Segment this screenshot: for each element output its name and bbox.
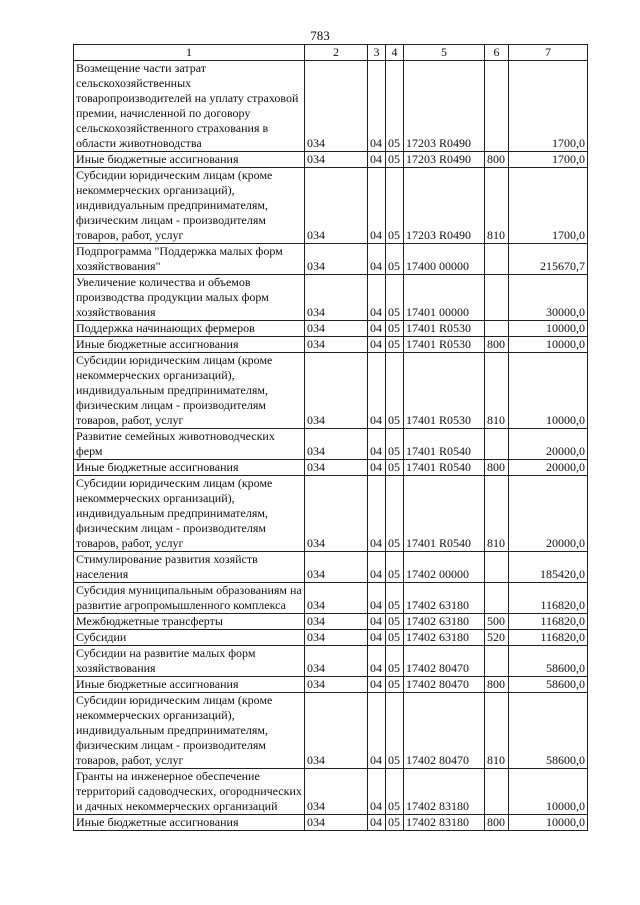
target-article-code: 17400 00000 [404,244,485,275]
section-code: 04 [368,337,386,353]
amount-value: 58600,0 [509,646,588,677]
section-code: 04 [368,583,386,614]
target-article-code: 17401 00000 [404,275,485,321]
ministry-code: 034 [305,460,368,476]
expense-type-code [485,321,509,337]
subsection-code: 05 [386,646,404,677]
section-code: 04 [368,552,386,583]
amount-value: 20000,0 [509,460,588,476]
row-name: Иные бюджетные ассигнования [74,815,305,831]
ministry-code: 034 [305,583,368,614]
table-row [74,61,588,152]
column-header: 1 [74,45,305,61]
table-row [74,476,588,552]
ministry-code: 034 [305,353,368,429]
subsection-code: 05 [386,677,404,693]
subsection-code: 05 [386,353,404,429]
ministry-code: 034 [305,614,368,630]
expense-type-code: 800 [485,337,509,353]
amount-value: 185420,0 [509,552,588,583]
subsection-code: 05 [386,614,404,630]
target-article-code: 17203 R0490 [404,152,485,168]
section-code: 04 [368,353,386,429]
subsection-code: 05 [386,275,404,321]
amount-value: 10000,0 [509,321,588,337]
ministry-code: 034 [305,646,368,677]
row-name: Межбюджетные трансферты [74,614,305,630]
row-name: Поддержка начинающих фермеров [74,321,305,337]
subsection-code: 05 [386,244,404,275]
expense-type-code [485,552,509,583]
section-code: 04 [368,614,386,630]
amount-value: 30000,0 [509,275,588,321]
table-row [74,244,588,275]
subsection-code: 05 [386,476,404,552]
target-article-code: 17203 R0490 [404,61,485,152]
table-row [74,337,588,353]
ministry-code: 034 [305,337,368,353]
row-name: Субсидии на развитие малых форм хозяйствования [74,646,305,677]
expense-type-code: 810 [485,353,509,429]
target-article-code: 17402 00000 [404,552,485,583]
section-code: 04 [368,321,386,337]
section-code: 04 [368,61,386,152]
table-row [74,630,588,646]
target-article-code: 17402 80470 [404,646,485,677]
expense-type-code [485,429,509,460]
column-header: 2 [305,45,368,61]
subsection-code: 05 [386,168,404,244]
expense-type-code [485,61,509,152]
amount-value: 116820,0 [509,630,588,646]
amount-value: 1700,0 [509,168,588,244]
amount-value: 10000,0 [509,337,588,353]
table-row [74,769,588,815]
amount-value: 10000,0 [509,815,588,831]
expense-type-code: 520 [485,630,509,646]
ministry-code: 034 [305,61,368,152]
expense-type-code: 810 [485,476,509,552]
table-row [74,353,588,429]
budget-table [73,44,588,831]
ministry-code: 034 [305,244,368,275]
subsection-code: 05 [386,321,404,337]
target-article-code: 17402 83180 [404,769,485,815]
target-article-code: 17402 63180 [404,614,485,630]
row-name: Подпрограмма "Поддержка малых форм хозяйствования" [74,244,305,275]
target-article-code: 17402 63180 [404,630,485,646]
row-name: Стимулирование развития хозяйств населения [74,552,305,583]
column-header: 3 [368,45,386,61]
target-article-code: 17402 63180 [404,583,485,614]
subsection-code: 05 [386,815,404,831]
row-name: Иные бюджетные ассигнования [74,460,305,476]
column-header: 6 [485,45,509,61]
row-name: Субсидии [74,630,305,646]
section-code: 04 [368,275,386,321]
ministry-code: 034 [305,168,368,244]
target-article-code: 17401 R0540 [404,476,485,552]
ministry-code: 034 [305,769,368,815]
table-row [74,693,588,769]
expense-type-code: 800 [485,815,509,831]
section-code: 04 [368,630,386,646]
section-code: 04 [368,693,386,769]
ministry-code: 034 [305,693,368,769]
expense-type-code [485,583,509,614]
section-code: 04 [368,460,386,476]
table-row [74,552,588,583]
target-article-code: 17401 R0540 [404,460,485,476]
row-name: Развитие семейных животноводческих ферм [74,429,305,460]
row-name: Субсидии юридическим лицам (кроме некоммерческих организаций), индивидуальным предпринимателям, физическим лицам - производителям товаров, работ, услуг [74,353,305,429]
subsection-code: 05 [386,61,404,152]
row-name: Увеличение количества и объемов производства продукции малых форм хозяйствования [74,275,305,321]
target-article-code: 17401 R0540 [404,429,485,460]
table-row [74,646,588,677]
column-header: 4 [386,45,404,61]
budget-rows [74,61,588,831]
target-article-code: 17402 80470 [404,677,485,693]
amount-value: 116820,0 [509,583,588,614]
subsection-code: 05 [386,460,404,476]
amount-value: 20000,0 [509,429,588,460]
row-name: Субсидии юридическим лицам (кроме некоммерческих организаций), индивидуальным предпринимателям, физическим лицам - производителям товаров, работ, услуг [74,693,305,769]
table-row [74,429,588,460]
section-code: 04 [368,244,386,275]
ministry-code: 034 [305,677,368,693]
amount-value: 20000,0 [509,476,588,552]
ministry-code: 034 [305,429,368,460]
target-article-code: 17401 R0530 [404,321,485,337]
section-code: 04 [368,769,386,815]
header-row [74,45,588,61]
ministry-code: 034 [305,630,368,646]
ministry-code: 034 [305,815,368,831]
subsection-code: 05 [386,630,404,646]
row-name: Возмещение части затрат сельскохозяйственных товаропроизводителей на уплату страховой премии, начисленной по договору сельскохозяйственного страхования в области животноводства [74,61,305,152]
section-code: 04 [368,646,386,677]
amount-value: 10000,0 [509,769,588,815]
subsection-code: 05 [386,769,404,815]
amount-value: 1700,0 [509,61,588,152]
amount-value: 58600,0 [509,677,588,693]
subsection-code: 05 [386,429,404,460]
expense-type-code: 810 [485,693,509,769]
section-code: 04 [368,168,386,244]
target-article-code: 17203 R0490 [404,168,485,244]
expense-type-code [485,244,509,275]
ministry-code: 034 [305,552,368,583]
table-row [74,460,588,476]
row-name: Иные бюджетные ассигнования [74,152,305,168]
target-article-code: 17402 83180 [404,815,485,831]
table-row [74,583,588,614]
row-name: Гранты на инженерное обеспечение территорий садоводческих, огороднических и дачных некоммерческих организаций [74,769,305,815]
subsection-code: 05 [386,552,404,583]
target-article-code: 17401 R0530 [404,337,485,353]
amount-value: 215670,7 [509,244,588,275]
section-code: 04 [368,476,386,552]
ministry-code: 034 [305,321,368,337]
target-article-code: 17402 80470 [404,693,485,769]
subsection-code: 05 [386,693,404,769]
ministry-code: 034 [305,275,368,321]
expense-type-code [485,646,509,677]
expense-type-code: 810 [485,168,509,244]
subsection-code: 05 [386,152,404,168]
amount-value: 116820,0 [509,614,588,630]
page-number: 783 [310,28,330,43]
expense-type-code: 800 [485,152,509,168]
amount-value: 10000,0 [509,353,588,429]
column-header: 7 [509,45,588,61]
table-row [74,275,588,321]
expense-type-code: 800 [485,677,509,693]
table-row [74,152,588,168]
subsection-code: 05 [386,337,404,353]
section-code: 04 [368,429,386,460]
expense-type-code [485,769,509,815]
expense-type-code: 800 [485,460,509,476]
table-row [74,321,588,337]
table-row [74,815,588,831]
table-row [74,677,588,693]
row-name: Иные бюджетные ассигнования [74,337,305,353]
target-article-code: 17401 R0530 [404,353,485,429]
table-row [74,168,588,244]
column-header: 5 [404,45,485,61]
amount-value: 1700,0 [509,152,588,168]
row-name: Субсидии юридическим лицам (кроме некоммерческих организаций), индивидуальным предпринимателям, физическим лицам - производителям товаров, работ, услуг [74,168,305,244]
subsection-code: 05 [386,583,404,614]
row-name: Иные бюджетные ассигнования [74,677,305,693]
amount-value: 58600,0 [509,693,588,769]
ministry-code: 034 [305,152,368,168]
row-name: Субсидии юридическим лицам (кроме некоммерческих организаций), индивидуальным предпринимателям, физическим лицам - производителям товаров, работ, услуг [74,476,305,552]
row-name: Субсидия муниципальным образованиям на развитие агропромышленного комплекса [74,583,305,614]
table-row [74,614,588,630]
expense-type-code [485,275,509,321]
section-code: 04 [368,152,386,168]
section-code: 04 [368,815,386,831]
ministry-code: 034 [305,476,368,552]
section-code: 04 [368,677,386,693]
expense-type-code: 500 [485,614,509,630]
